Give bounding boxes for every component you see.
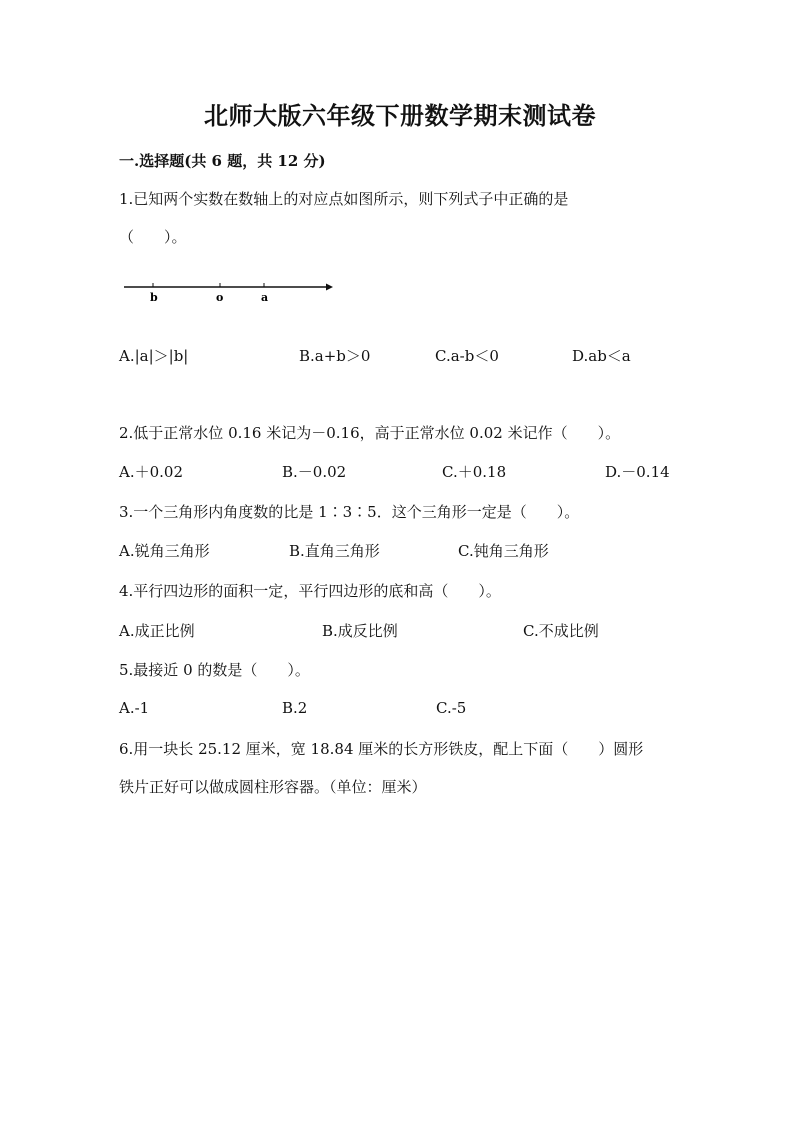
label-a: a: [261, 291, 269, 304]
q5-option-b: B.2: [282, 699, 308, 717]
q2-option-c: C.＋0.18: [442, 463, 507, 481]
label-b: b: [150, 291, 158, 304]
q5-option-c: C.-5: [436, 699, 467, 717]
q5-option-a: A.-1: [119, 699, 150, 717]
section-heading: 一.选择题(共 6 题，共 12 分): [119, 152, 326, 170]
question-3-text: 3.一个三角形内角度数的比是 1∶3∶5．这个三角形一定是（ ）。: [119, 503, 580, 521]
q1-option-d: D.ab＜a: [572, 347, 631, 365]
q1-option-b: B.a+b＞0: [299, 347, 371, 365]
q1-option-c: C.a-b＜0: [435, 347, 499, 365]
label-o: o: [216, 291, 224, 304]
q4-option-a: A.成正比例: [119, 622, 195, 640]
question-6-text-line-2: 铁片正好可以做成圆柱形容器。（单位：厘米）: [119, 778, 427, 796]
number-line-arrow: [326, 284, 333, 291]
question-4-text: 4.平行四边形的面积一定，平行四边形的底和高（ ）。: [119, 582, 501, 600]
q3-option-b: B.直角三角形: [289, 542, 380, 560]
q2-option-b: B.－0.02: [282, 463, 347, 481]
question-5-text: 5.最接近 0 的数是（ ）。: [119, 661, 310, 679]
q2-option-d: D.－0.14: [605, 463, 670, 481]
question-1-blank: （ ）。: [119, 228, 187, 246]
q4-option-c: C.不成比例: [523, 622, 599, 640]
q4-option-b: B.成反比例: [322, 622, 398, 640]
q2-option-a: A.＋0.02: [119, 463, 183, 481]
q3-option-c: C.钝角三角形: [458, 542, 549, 560]
page-title: 北师大版六年级下册数学期末测试卷: [204, 101, 596, 130]
question-2-text: 2.低于正常水位 0.16 米记为－0.16，高于正常水位 0.02 米记作（ ）。: [119, 424, 621, 442]
number-line-figure: [120, 276, 340, 306]
question-6-text-line-1: 6.用一块长 25.12 厘米，宽 18.84 厘米的长方形铁皮，配上下面（ ）圆形: [119, 740, 644, 758]
q3-option-a: A.锐角三角形: [119, 542, 210, 560]
q1-option-a: A.|a|＞|b|: [119, 347, 189, 365]
question-1-text: 1.已知两个实数在数轴上的对应点如图所示，则下列式子中正确的是: [119, 190, 569, 208]
